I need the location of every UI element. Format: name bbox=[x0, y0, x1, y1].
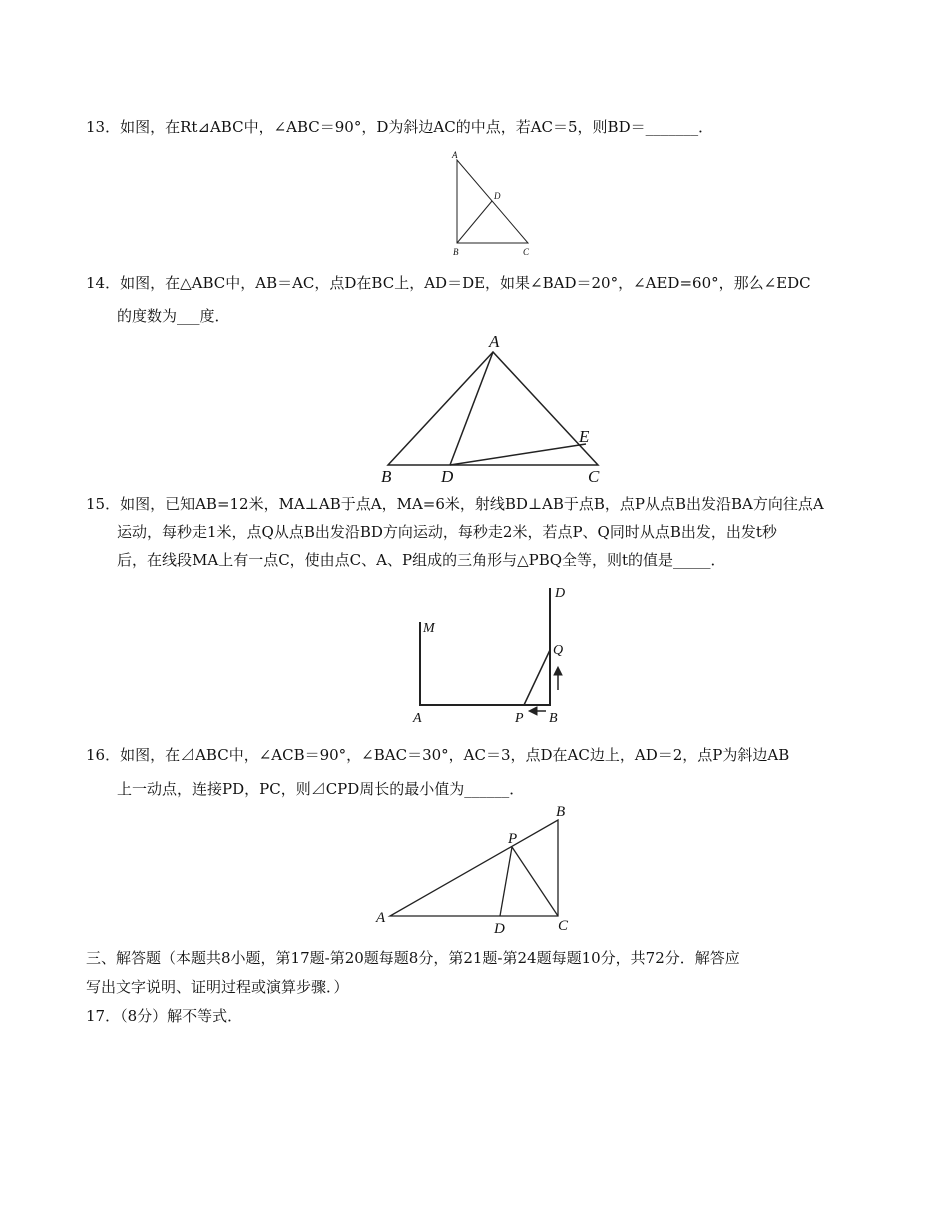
q14-label-b: B bbox=[381, 467, 392, 485]
q13-text: 13．如图，在Rt⊿ABC中，∠ABC＝90°，D为斜边AC的中点，若AC＝5，则BD＝_______． bbox=[86, 118, 714, 136]
q15-label-b: B bbox=[549, 711, 558, 726]
q16-label-d: D bbox=[494, 921, 505, 937]
section3-heading-line1: 三、解答题（本题共8小题，第17题-第20题每题8分，第21题-第24题每题10分，共72分．解答应 bbox=[86, 949, 740, 967]
q15-text-line1: 15．如图，已知AB=12米，MA⊥AB于点A，MA=6米，射线BD⊥AB于点B，点P从点B出发沿BA方向往点A bbox=[86, 495, 824, 513]
q15-label-q: Q bbox=[553, 643, 564, 658]
q15-label-m: M bbox=[423, 621, 435, 636]
q15-text-line3: 后，在线段MA上有一点C，使由点C、A、P组成的三角形与△PBQ全等，则t的值是_____． bbox=[117, 551, 726, 569]
section3-heading-line2: 写出文字说明、证明过程或演算步骤．） bbox=[86, 978, 349, 996]
q16-text-line1: 16．如图，在⊿ABC中，∠ACB＝90°，∠BAC＝30°，AC＝3，点D在AC边上，AD＝2，点P为斜边AB bbox=[86, 746, 790, 764]
q15-text-line2: 运动，每秒走1米，点Q从点B出发沿BD方向运动，每秒走2米，若点P、Q同时从点B出发，出发t秒 bbox=[117, 523, 777, 541]
q16-figure bbox=[372, 800, 582, 940]
q15-label-d: D bbox=[555, 586, 566, 601]
q14-text-line2: 的度数为___度． bbox=[117, 307, 230, 325]
q13-figure bbox=[445, 148, 555, 263]
q15-label-a: A bbox=[413, 711, 422, 726]
q13-label-d: D bbox=[494, 191, 501, 201]
q15-figure bbox=[405, 580, 575, 730]
q14-label-a: A bbox=[489, 332, 500, 351]
q16-label-a: A bbox=[376, 910, 386, 926]
q16-text-line2: 上一动点，连接PD，PC，则⊿CPD周长的最小值为______． bbox=[117, 780, 525, 798]
q13-label-a: A bbox=[452, 150, 458, 160]
q14-text-line1: 14．如图，在△ABC中，AB＝AC，点D在BC上，AD＝DE，如果∠BAD＝20°，∠AED=60°，那么∠EDC bbox=[86, 274, 811, 292]
q16-label-c: C bbox=[558, 918, 569, 934]
q14-label-e: E bbox=[579, 427, 590, 446]
q14-label-c: C bbox=[588, 467, 600, 485]
q14-label-d: D bbox=[441, 467, 454, 485]
q17-text: 17．（8分）解不等式． bbox=[86, 1007, 243, 1025]
q16-label-b: B bbox=[556, 804, 566, 820]
q15-label-p: P bbox=[515, 711, 524, 726]
q14-figure bbox=[378, 330, 618, 485]
q16-label-p: P bbox=[508, 831, 518, 847]
q13-label-b: B bbox=[453, 247, 459, 257]
q13-label-c: C bbox=[523, 247, 530, 257]
